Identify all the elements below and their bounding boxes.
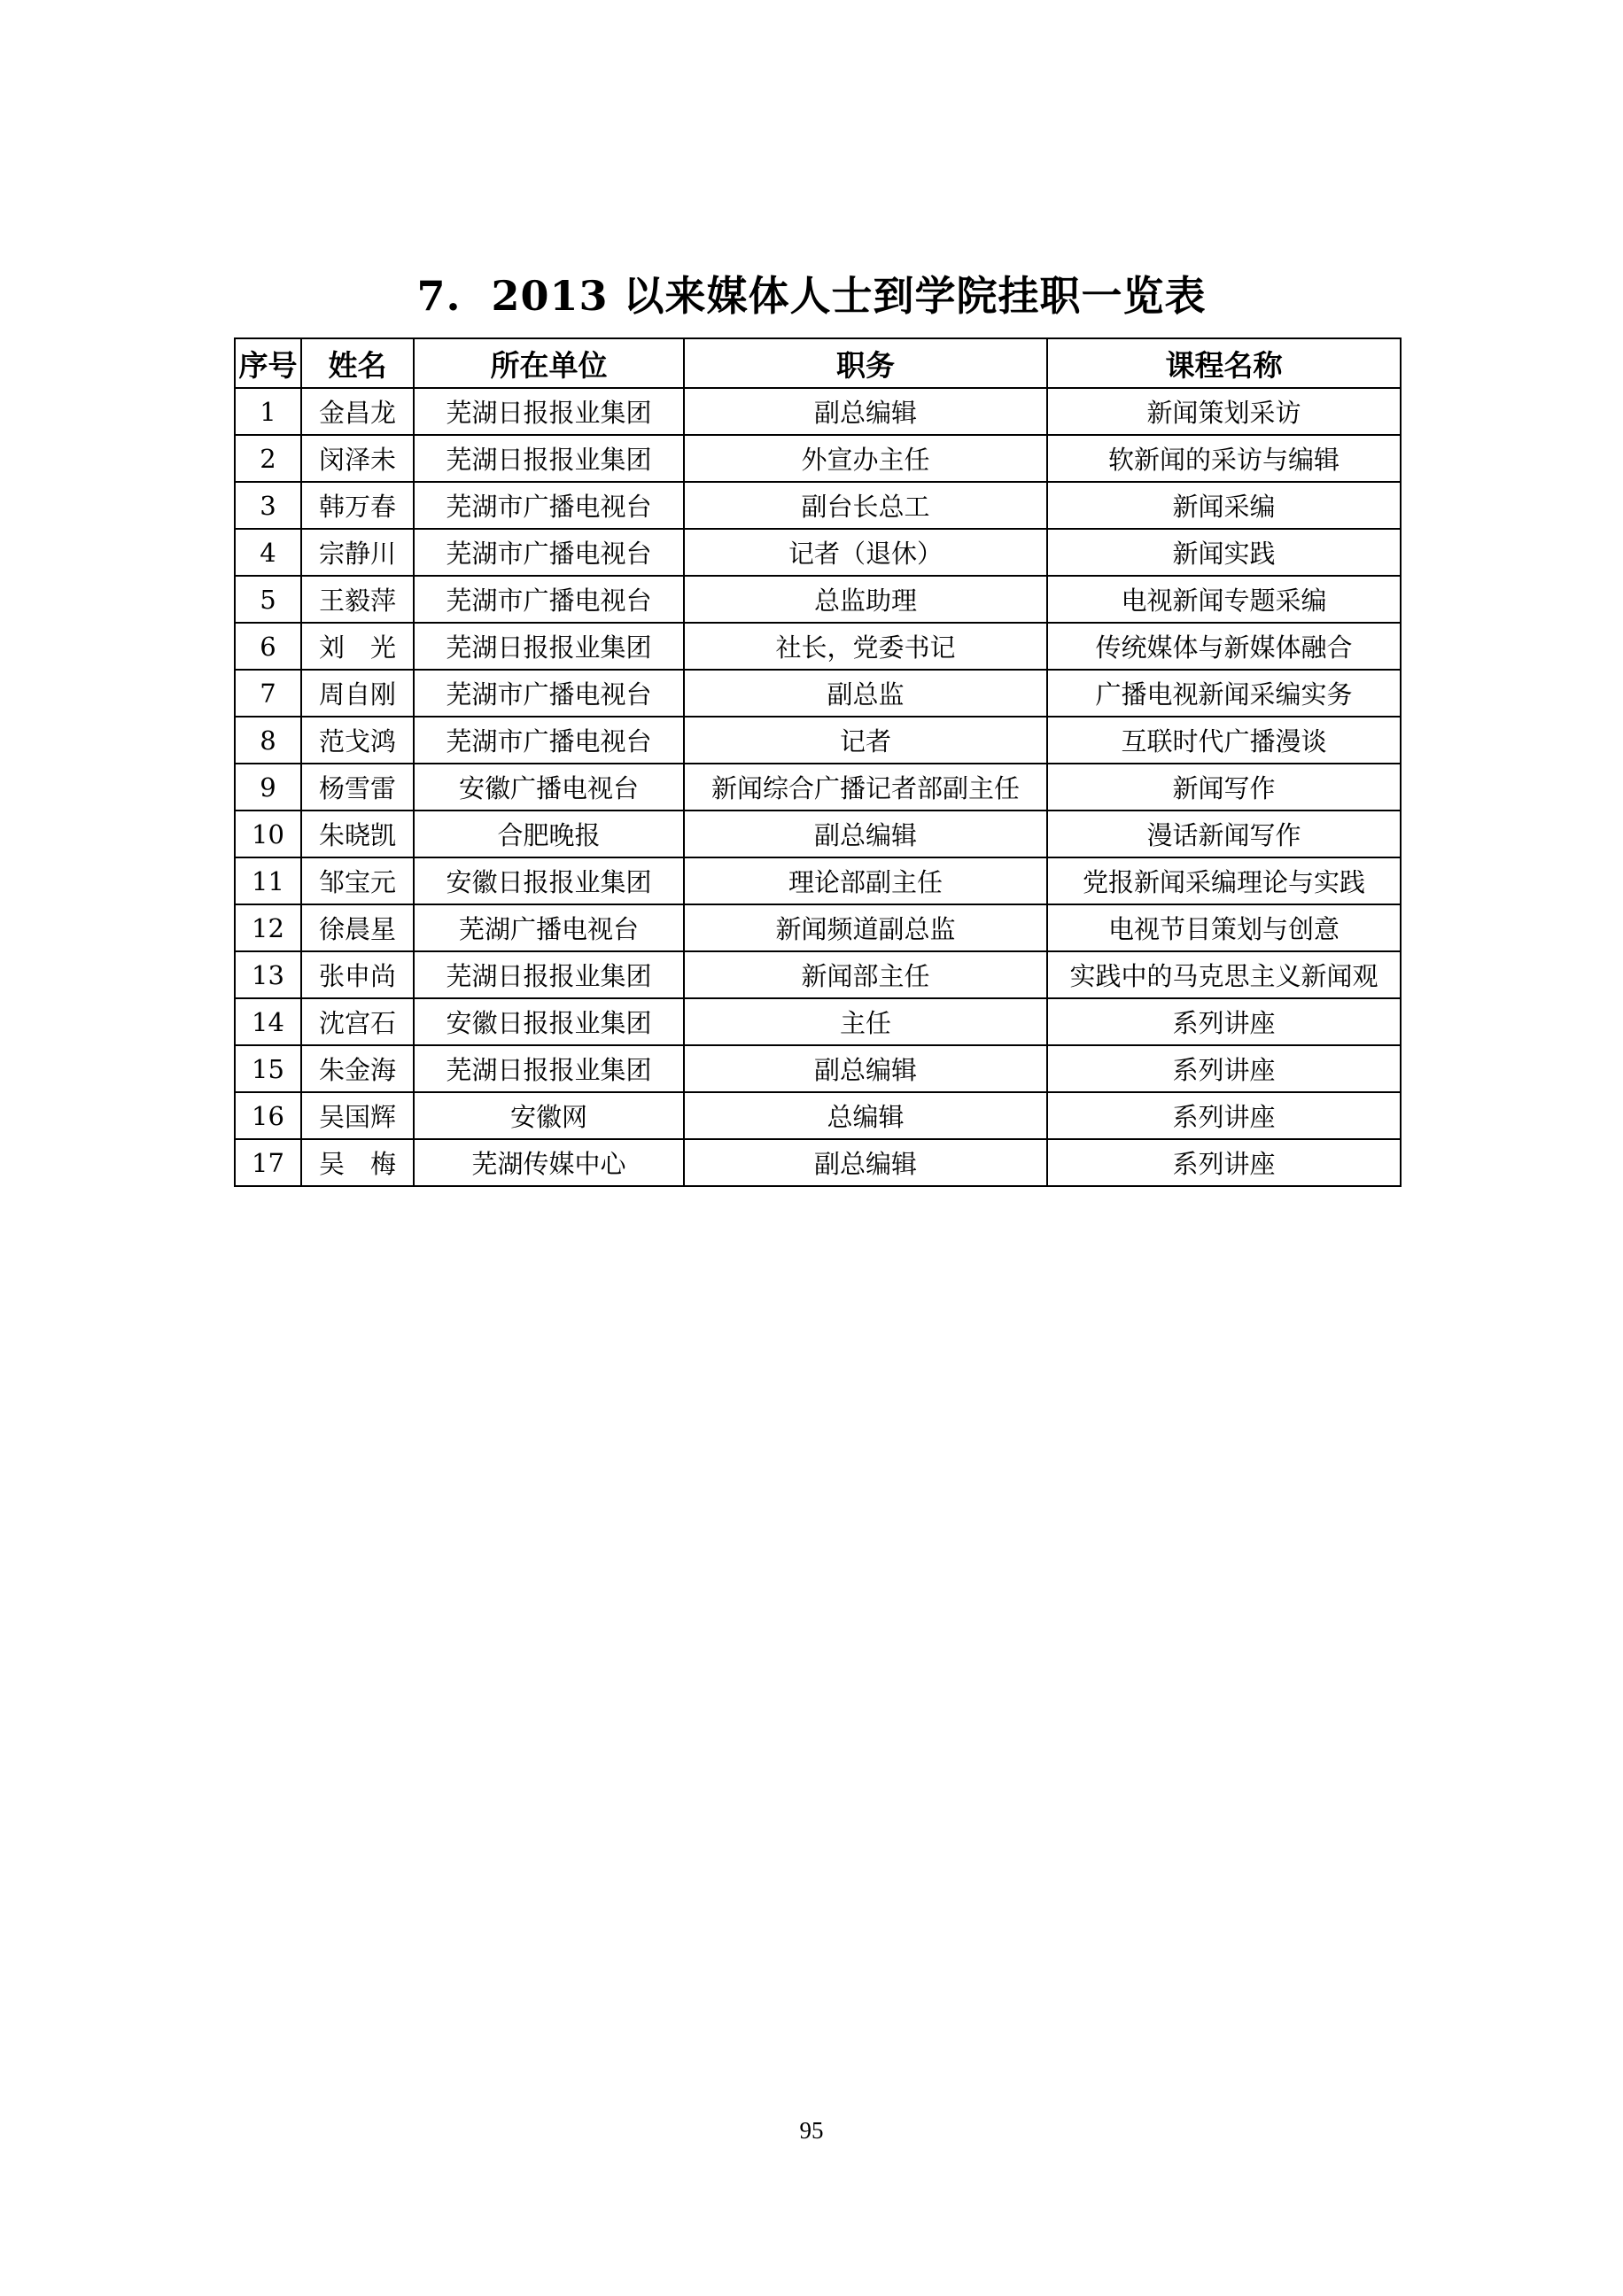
row-course-cell: 系列讲座: [1047, 998, 1401, 1045]
table-row: [235, 904, 1401, 951]
row-index-cell: 9: [235, 764, 301, 811]
row-course-cell: 系列讲座: [1047, 1092, 1401, 1139]
header-index: 序号: [235, 338, 301, 388]
row-unit-cell: 芜湖市广播电视台: [414, 717, 684, 764]
table-row: [235, 482, 1401, 529]
table-header-row: [235, 338, 1401, 388]
row-course-cell: 新闻实践: [1047, 529, 1401, 576]
table-row: [235, 951, 1401, 998]
row-index-cell: 11: [235, 857, 301, 904]
table-row: [235, 435, 1401, 482]
row-position-cell: 副总编辑: [684, 1139, 1047, 1186]
row-index-cell: 15: [235, 1045, 301, 1092]
row-unit-cell: 合肥晚报: [414, 811, 684, 857]
table-row: [235, 388, 1401, 435]
row-unit-cell: 安徽日报报业集团: [414, 857, 684, 904]
table-row: [235, 1139, 1401, 1186]
row-course-cell: 新闻写作: [1047, 764, 1401, 811]
row-name-cell: 朱晓凯: [301, 811, 414, 857]
row-unit-cell: 芜湖市广播电视台: [414, 482, 684, 529]
row-course-cell: 党报新闻采编理论与实践: [1047, 857, 1401, 904]
table-row: [235, 1092, 1401, 1139]
row-position-cell: 总编辑: [684, 1092, 1047, 1139]
table-row: [235, 717, 1401, 764]
row-course-cell: 软新闻的采访与编辑: [1047, 435, 1401, 482]
row-name-cell: 刘 光: [301, 623, 414, 670]
row-index-cell: 5: [235, 576, 301, 623]
row-position-cell: 新闻频道副总监: [684, 904, 1047, 951]
row-course-cell: 系列讲座: [1047, 1045, 1401, 1092]
title-text: 2013 以来媒体人士到学院挂职一览表: [491, 271, 1207, 320]
row-course-cell: 电视新闻专题采编: [1047, 576, 1401, 623]
row-course-cell: 互联时代广播漫谈: [1047, 717, 1401, 764]
header-course: 课程名称: [1047, 338, 1401, 388]
row-position-cell: 副总编辑: [684, 388, 1047, 435]
row-index-cell: 6: [235, 623, 301, 670]
row-course-cell: 新闻策划采访: [1047, 388, 1401, 435]
table-row: [235, 576, 1401, 623]
row-unit-cell: 芜湖传媒中心: [414, 1139, 684, 1186]
row-course-cell: 广播电视新闻采编实务: [1047, 670, 1401, 717]
row-name-cell: 张申尚: [301, 951, 414, 998]
row-position-cell: 副总编辑: [684, 1045, 1047, 1092]
row-name-cell: 吴国辉: [301, 1092, 414, 1139]
row-name-cell: 周自刚: [301, 670, 414, 717]
row-position-cell: 社长，党委书记: [684, 623, 1047, 670]
row-course-cell: 新闻采编: [1047, 482, 1401, 529]
row-unit-cell: 芜湖市广播电视台: [414, 529, 684, 576]
header-name: 姓名: [301, 338, 414, 388]
row-position-cell: 主任: [684, 998, 1047, 1045]
page-title: [0, 265, 1623, 327]
row-name-cell: 邹宝元: [301, 857, 414, 904]
row-name-cell: 韩万春: [301, 482, 414, 529]
row-course-cell: 实践中的马克思主义新闻观: [1047, 951, 1401, 998]
table-body: [235, 388, 1401, 1186]
table-row: [235, 857, 1401, 904]
row-position-cell: 记者（退休）: [684, 529, 1047, 576]
row-unit-cell: 芜湖日报报业集团: [414, 951, 684, 998]
row-unit-cell: 安徽网: [414, 1092, 684, 1139]
row-course-cell: 传统媒体与新媒体融合: [1047, 623, 1401, 670]
page-number: 95: [799, 2117, 824, 2144]
header-unit: 所在单位: [414, 338, 684, 388]
row-index-cell: 8: [235, 717, 301, 764]
row-unit-cell: 芜湖市广播电视台: [414, 670, 684, 717]
row-name-cell: 王毅萍: [301, 576, 414, 623]
row-index-cell: 10: [235, 811, 301, 857]
row-position-cell: 理论部副主任: [684, 857, 1047, 904]
row-unit-cell: 芜湖日报报业集团: [414, 435, 684, 482]
row-unit-cell: 安徽广播电视台: [414, 764, 684, 811]
row-position-cell: 副总编辑: [684, 811, 1047, 857]
row-index-cell: 4: [235, 529, 301, 576]
row-index-cell: 12: [235, 904, 301, 951]
table-row: [235, 1045, 1401, 1092]
row-unit-cell: 芜湖日报报业集团: [414, 1045, 684, 1092]
table-row: [235, 764, 1401, 811]
row-index-cell: 7: [235, 670, 301, 717]
media-staff-table: [234, 337, 1402, 1187]
row-unit-cell: 安徽日报报业集团: [414, 998, 684, 1045]
row-name-cell: 宗静川: [301, 529, 414, 576]
row-name-cell: 沈宫石: [301, 998, 414, 1045]
row-position-cell: 副台长总工: [684, 482, 1047, 529]
row-index-cell: 2: [235, 435, 301, 482]
row-name-cell: 杨雪雷: [301, 764, 414, 811]
row-position-cell: 新闻部主任: [684, 951, 1047, 998]
table-row: [235, 670, 1401, 717]
header-position: 职务: [684, 338, 1047, 388]
row-unit-cell: 芜湖广播电视台: [414, 904, 684, 951]
row-course-cell: 漫话新闻写作: [1047, 811, 1401, 857]
row-index-cell: 17: [235, 1139, 301, 1186]
row-course-cell: 系列讲座: [1047, 1139, 1401, 1186]
table-row: [235, 529, 1401, 576]
row-position-cell: 记者: [684, 717, 1047, 764]
row-index-cell: 16: [235, 1092, 301, 1139]
row-name-cell: 朱金海: [301, 1045, 414, 1092]
row-name-cell: 范戈鸿: [301, 717, 414, 764]
row-name-cell: 闵泽未: [301, 435, 414, 482]
row-index-cell: 1: [235, 388, 301, 435]
row-position-cell: 外宣办主任: [684, 435, 1047, 482]
row-position-cell: 总监助理: [684, 576, 1047, 623]
row-name-cell: 吴 梅: [301, 1139, 414, 1186]
row-name-cell: 金昌龙: [301, 388, 414, 435]
row-unit-cell: 芜湖日报报业集团: [414, 388, 684, 435]
row-name-cell: 徐晨星: [301, 904, 414, 951]
table-row: [235, 811, 1401, 857]
table-row: [235, 998, 1401, 1045]
row-index-cell: 14: [235, 998, 301, 1045]
row-unit-cell: 芜湖市广播电视台: [414, 576, 684, 623]
row-unit-cell: 芜湖日报报业集团: [414, 623, 684, 670]
row-position-cell: 副总监: [684, 670, 1047, 717]
table-row: [235, 623, 1401, 670]
row-course-cell: 电视节目策划与创意: [1047, 904, 1401, 951]
row-index-cell: 3: [235, 482, 301, 529]
section-number: 7.: [416, 271, 462, 320]
row-position-cell: 新闻综合广播记者部副主任: [684, 764, 1047, 811]
row-index-cell: 13: [235, 951, 301, 998]
